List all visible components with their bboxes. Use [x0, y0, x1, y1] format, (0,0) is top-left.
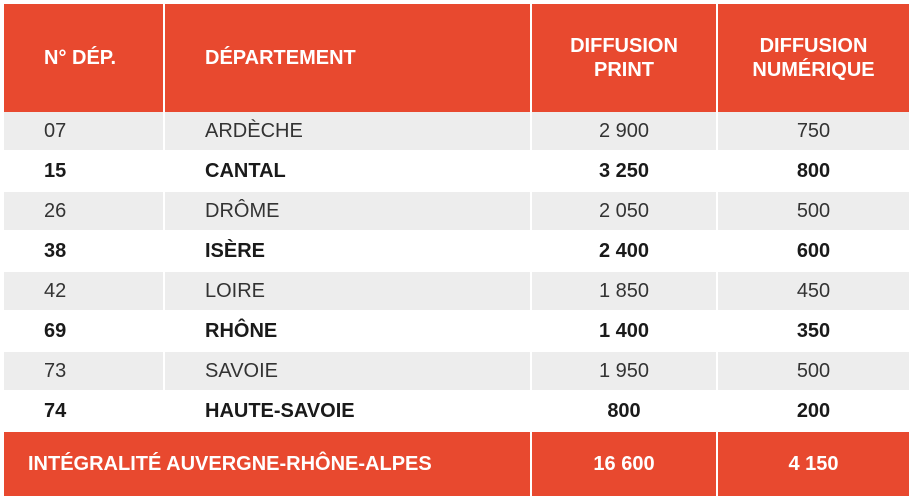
table-row	[4, 151, 909, 191]
diffusion-print-value: 1 850	[531, 271, 717, 311]
diffusion-print-value: 2 900	[531, 112, 717, 151]
diffusion-numerique-value: 500	[717, 351, 909, 391]
diffusion-print-value: 3 250	[531, 151, 717, 191]
diffusion-table-container	[4, 4, 909, 496]
table-row	[4, 351, 909, 391]
dep-number: 42	[4, 271, 164, 311]
department-name: DRÔME	[164, 191, 531, 231]
dep-number: 07	[4, 112, 164, 151]
dep-number: 74	[4, 391, 164, 431]
header-diffusion-print-line2: PRINT	[594, 59, 654, 81]
diffusion-print-value: 800	[531, 391, 717, 431]
diffusion-numerique-value: 500	[717, 191, 909, 231]
total-print-value: 16 600	[531, 431, 717, 496]
diffusion-numerique-value: 800	[717, 151, 909, 191]
diffusion-numerique-value: 350	[717, 311, 909, 351]
header-diffusion-print-line1: DIFFUSION	[570, 35, 678, 57]
dep-number: 73	[4, 351, 164, 391]
table-body	[4, 112, 909, 431]
header-department: DÉPARTEMENT	[164, 4, 531, 112]
department-name: RHÔNE	[164, 311, 531, 351]
department-name: ARDÈCHE	[164, 112, 531, 151]
header-dep-number: N° DÉP.	[4, 4, 164, 112]
dep-number: 15	[4, 151, 164, 191]
diffusion-numerique-value: 600	[717, 231, 909, 271]
header-diffusion-print	[531, 4, 717, 112]
total-label: INTÉGRALITÉ AUVERGNE-RHÔNE-ALPES	[4, 431, 531, 496]
diffusion-print-value: 2 050	[531, 191, 717, 231]
diffusion-table	[4, 4, 909, 496]
diffusion-numerique-value: 200	[717, 391, 909, 431]
table-footer	[4, 431, 909, 496]
header-diffusion-numerique-line1: DIFFUSION	[759, 35, 868, 57]
department-name: LOIRE	[164, 271, 531, 311]
total-numerique-value: 4 150	[717, 431, 909, 496]
dep-number: 69	[4, 311, 164, 351]
diffusion-print-value: 1 950	[531, 351, 717, 391]
header-row	[4, 4, 909, 112]
table-row	[4, 231, 909, 271]
table-row	[4, 391, 909, 431]
dep-number: 38	[4, 231, 164, 271]
diffusion-print-value: 2 400	[531, 231, 717, 271]
total-row	[4, 431, 909, 496]
department-name: SAVOIE	[164, 351, 531, 391]
table-row	[4, 191, 909, 231]
header-diffusion-numerique-line2: NUMÉRIQUE	[752, 59, 875, 81]
header-diffusion-numerique	[717, 4, 909, 112]
table-row	[4, 311, 909, 351]
department-name: CANTAL	[164, 151, 531, 191]
department-name: HAUTE-SAVOIE	[164, 391, 531, 431]
table-row	[4, 112, 909, 151]
department-name: ISÈRE	[164, 231, 531, 271]
table-header	[4, 4, 909, 112]
dep-number: 26	[4, 191, 164, 231]
diffusion-print-value: 1 400	[531, 311, 717, 351]
table-row	[4, 271, 909, 311]
diffusion-numerique-value: 750	[717, 112, 909, 151]
diffusion-numerique-value: 450	[717, 271, 909, 311]
